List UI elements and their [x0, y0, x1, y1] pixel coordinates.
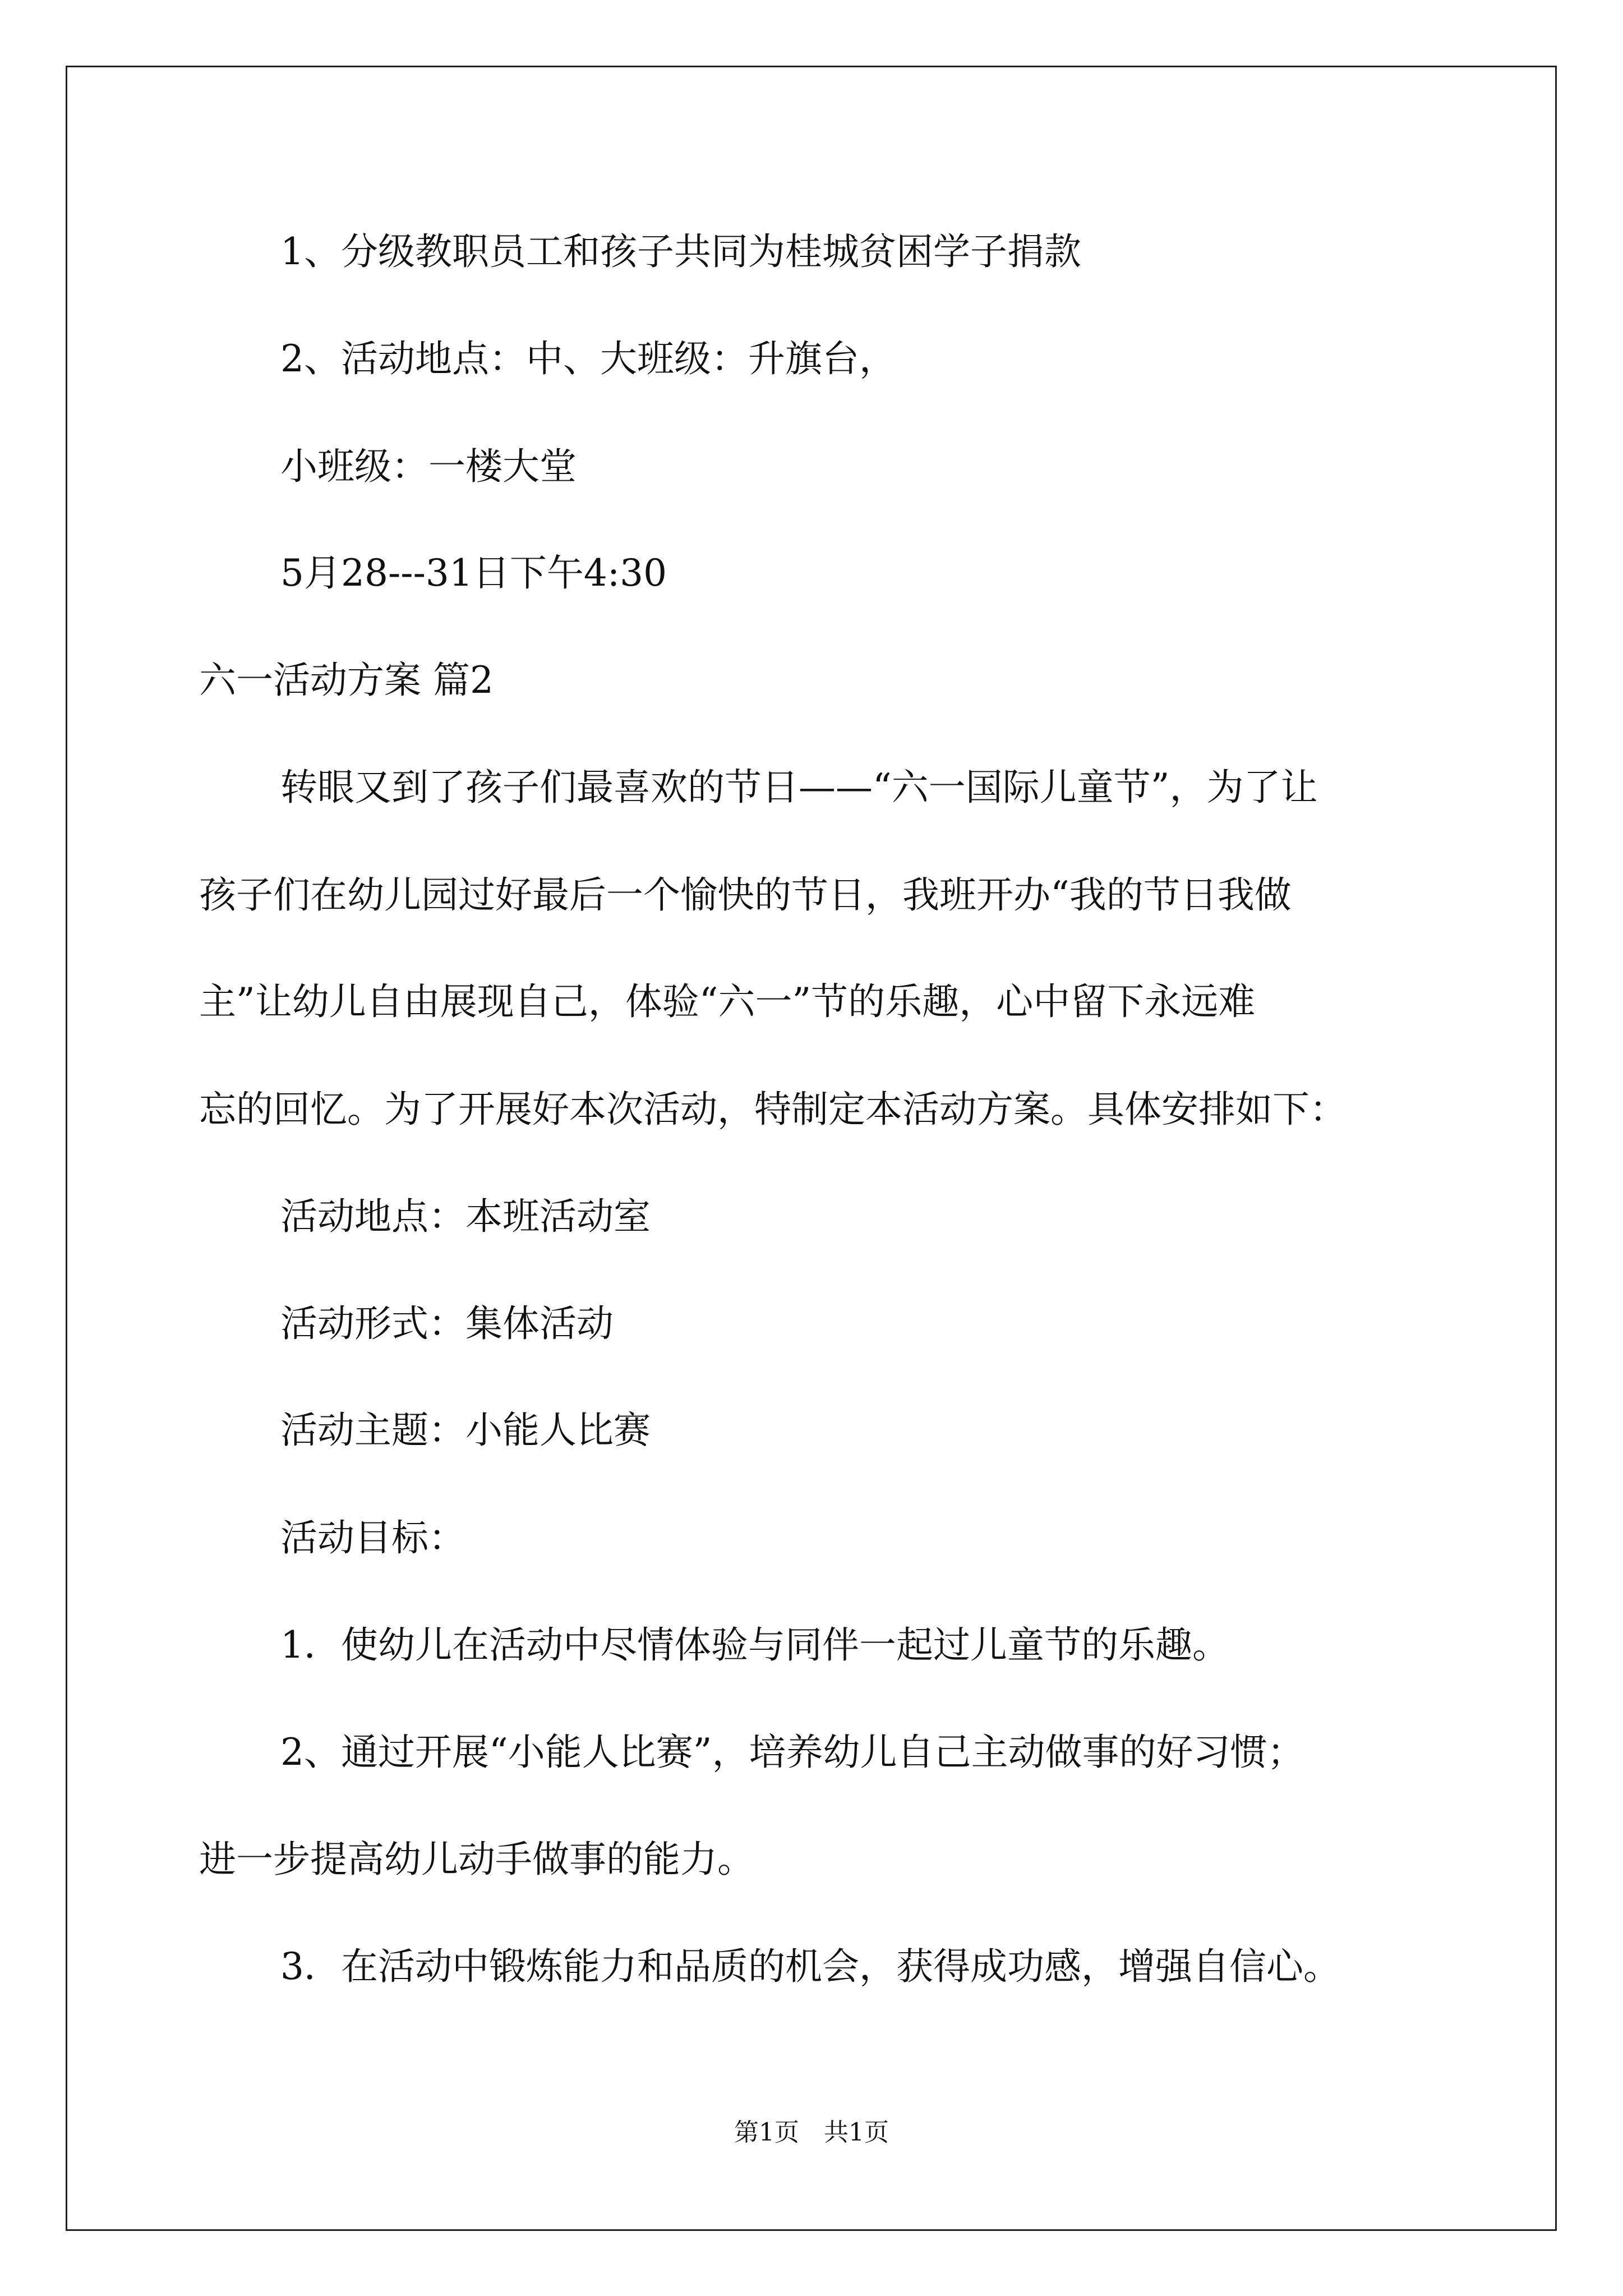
paragraph-line: 活动目标： — [280, 1516, 465, 1559]
section-heading: 六一活动方案 篇2 — [199, 659, 494, 702]
paragraph-line: 进一步提高幼儿动手做事的能力。 — [199, 1838, 754, 1881]
list-item: 2、通过开展“小能人比赛”，培养幼儿自己主动做事的好习惯； — [280, 1731, 1304, 1774]
paragraph-line: 活动形式：集体活动 — [280, 1302, 614, 1345]
list-item: 3．在活动中锻炼能力和品质的机会，获得成功感，增强自信心。 — [280, 1945, 1340, 1988]
list-item: 1、分级教职员工和孩子共同为桂城贫困学子捐款 — [280, 230, 1081, 273]
paragraph-line: 忘的回忆。为了开展好本次活动，特制定本活动方案。具体安排如下： — [199, 1088, 1347, 1131]
paragraph-line: 孩子们在幼儿园过好最后一个愉快的节日，我班开办“我的节日我做 — [199, 873, 1292, 917]
paragraph-line: 5月28---31日下午4:30 — [280, 551, 667, 595]
list-item: 2、活动地点：中、大班级：升旗台， — [280, 337, 896, 380]
paragraph-line: 转眼又到了孩子们最喜欢的节日——“六一国际儿童节”，为了让 — [280, 766, 1318, 809]
page-footer: 第1页 共1页 — [734, 2118, 889, 2147]
paragraph-line: 活动主题：小能人比赛 — [280, 1409, 651, 1452]
page-border — [66, 66, 1557, 2231]
list-item: 1．使幼儿在活动中尽情体验与同伴一起过儿童节的乐趣。 — [280, 1623, 1229, 1667]
paragraph-line: 活动地点：本班活动室 — [280, 1195, 651, 1238]
paragraph-line: 主”让幼儿自由展现自己，体验“六一”节的乐趣，心中留下永远难 — [199, 980, 1256, 1023]
paragraph-line: 小班级：一楼大堂 — [280, 445, 577, 488]
